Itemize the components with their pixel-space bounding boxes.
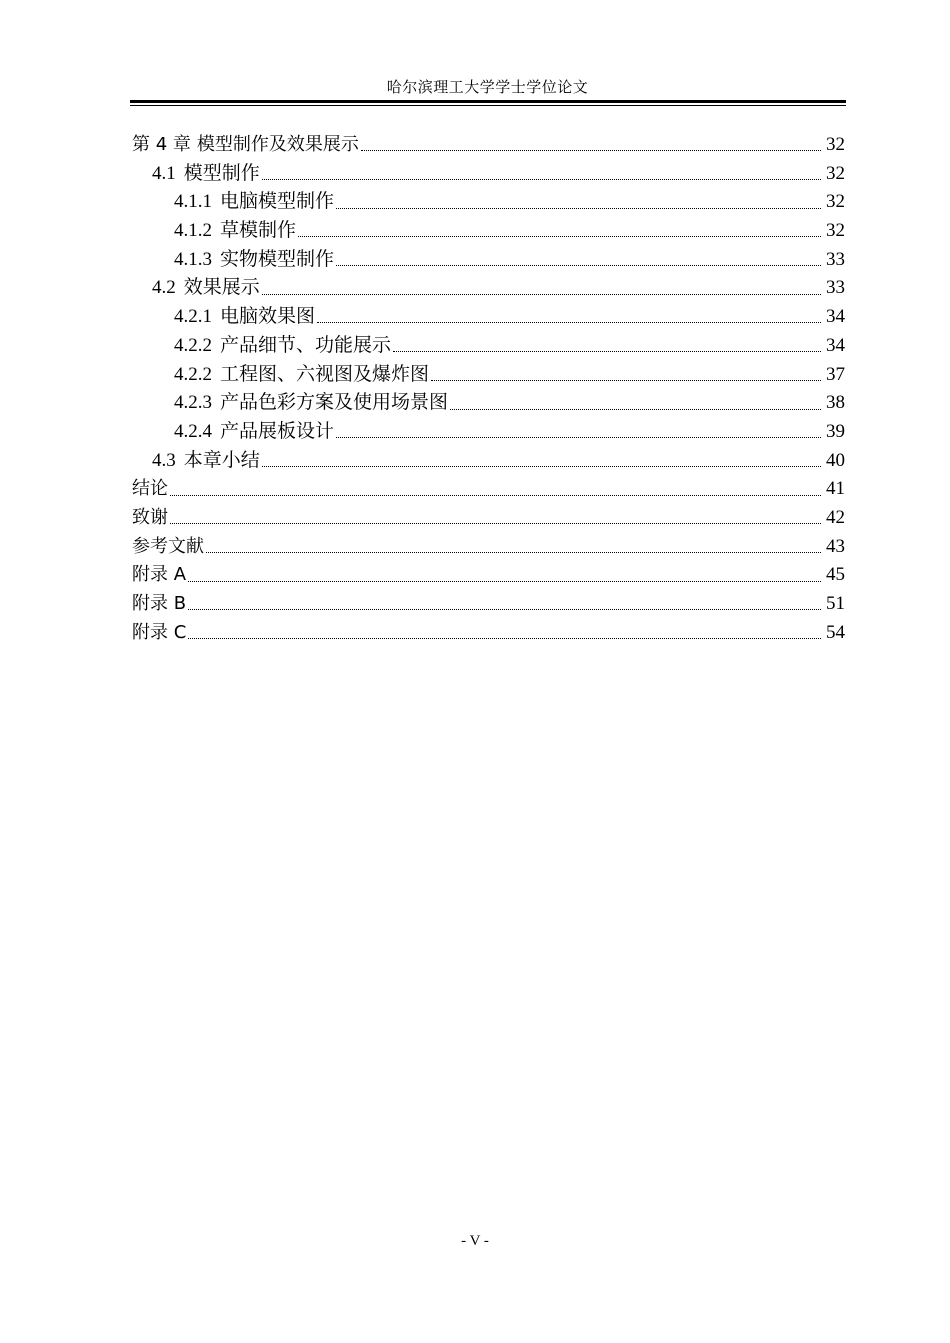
toc-entry[interactable] <box>132 160 845 189</box>
toc-entry-page: 32 <box>826 220 845 242</box>
toc-leader-dots <box>431 365 821 385</box>
toc-entry-page: 40 <box>826 449 845 471</box>
page-number-footer: - V - <box>461 1233 489 1249</box>
toc-entry[interactable] <box>132 332 845 361</box>
header-rule-thin <box>130 105 846 106</box>
toc-entry-page: 45 <box>826 564 845 586</box>
toc-leader-dots <box>206 537 821 557</box>
toc-entry-page: 37 <box>826 363 845 385</box>
toc-entry-title: 本章小结 <box>183 449 260 471</box>
toc-entry-title: 电脑模型制作 <box>220 191 335 213</box>
toc-entry[interactable] <box>132 619 845 648</box>
toc-entry-title: 实物模型制作 <box>220 248 335 270</box>
toc-leader-dots <box>336 193 821 213</box>
toc-entry-title: 模型制作及效果展示 <box>196 134 359 155</box>
toc-entry-number: 4.3 <box>152 449 176 471</box>
toc-entry[interactable] <box>132 504 845 533</box>
toc-leader-dots <box>262 164 821 184</box>
toc-entry-title: 电脑效果图 <box>220 306 316 328</box>
toc-entry-page: 39 <box>826 420 845 442</box>
toc-entry-page: 38 <box>826 392 845 414</box>
toc-entry-number: 4.2.3 <box>174 392 212 414</box>
toc-entry[interactable] <box>132 590 845 619</box>
toc-entry-number: 4.2.2 <box>174 334 212 356</box>
toc-entry[interactable] <box>132 274 845 303</box>
toc-entry-page: 32 <box>826 162 845 184</box>
toc-leader-dots <box>317 307 821 327</box>
toc-entry-number: 4.1.1 <box>174 191 212 213</box>
toc-entry-number: 4.2 <box>152 277 176 299</box>
toc-leader-dots <box>262 451 821 471</box>
toc-entry-title: 草模制作 <box>220 220 297 242</box>
toc-entry-number: 4.1 <box>152 162 176 184</box>
toc-entry[interactable] <box>132 217 845 246</box>
toc-leader-dots <box>336 422 821 442</box>
toc-entry[interactable] <box>132 188 845 217</box>
toc-entry-title: 效果展示 <box>183 277 260 299</box>
toc-entry-page: 41 <box>826 478 845 500</box>
toc-entry-page: 54 <box>826 621 845 643</box>
toc-entry-title: 产品展板设计 <box>220 420 335 442</box>
toc-leader-dots <box>393 336 821 356</box>
toc-entry-page: 34 <box>826 306 845 328</box>
toc-entry[interactable] <box>132 447 845 476</box>
toc-leader-dots <box>262 279 821 299</box>
toc-entry-title: 结论 <box>132 478 168 500</box>
toc-entry-page: 33 <box>826 277 845 299</box>
toc-entry-page: 32 <box>826 134 845 155</box>
toc-entry[interactable] <box>132 533 845 562</box>
toc-entry[interactable] <box>132 131 845 160</box>
table-of-contents <box>132 131 845 647</box>
toc-entry-title: 附录 C <box>132 621 187 643</box>
toc-entry[interactable] <box>132 389 845 418</box>
toc-entry-title: 产品细节、功能展示 <box>220 334 392 356</box>
toc-entry-page: 32 <box>826 191 845 213</box>
header-rule-thick <box>130 100 846 103</box>
toc-entry-number: 第 4 章 <box>132 134 191 155</box>
toc-entry-title: 附录 A <box>132 564 187 586</box>
toc-entry-number: 4.1.3 <box>174 248 212 270</box>
toc-leader-dots <box>336 250 821 270</box>
toc-entry-title: 致谢 <box>132 506 168 528</box>
toc-leader-dots <box>298 221 821 241</box>
toc-entry-page: 42 <box>826 506 845 528</box>
toc-entry[interactable] <box>132 418 845 447</box>
toc-entry-page: 51 <box>826 593 845 614</box>
toc-entry-number: 4.2.4 <box>174 420 212 442</box>
toc-entry[interactable] <box>132 361 845 390</box>
toc-entry-title: 产品色彩方案及使用场景图 <box>220 392 449 414</box>
toc-leader-dots <box>450 394 821 414</box>
toc-entry[interactable] <box>132 246 845 275</box>
toc-leader-dots <box>361 135 821 155</box>
toc-entry-title: 模型制作 <box>183 162 260 184</box>
running-header: 哈尔滨理工大学学士学位论文 <box>386 80 589 96</box>
toc-entry-title: 工程图、六视图及爆炸图 <box>220 363 430 385</box>
toc-entry-number: 4.2.2 <box>174 363 212 385</box>
toc-leader-dots <box>188 566 821 586</box>
toc-entry[interactable] <box>132 303 845 332</box>
toc-leader-dots <box>170 508 821 528</box>
toc-entry-title: 参考文献 <box>132 535 204 557</box>
toc-entry[interactable] <box>132 475 845 504</box>
toc-entry-page: 43 <box>826 535 845 557</box>
toc-leader-dots <box>170 480 821 500</box>
toc-leader-dots <box>188 594 821 614</box>
toc-leader-dots <box>188 623 821 643</box>
toc-entry-page: 34 <box>826 334 845 356</box>
toc-entry-number: 4.2.1 <box>174 306 212 328</box>
toc-entry[interactable] <box>132 561 845 590</box>
toc-entry-page: 33 <box>826 248 845 270</box>
toc-entry-title: 附录 B <box>132 593 187 614</box>
toc-entry-number: 4.1.2 <box>174 220 212 242</box>
